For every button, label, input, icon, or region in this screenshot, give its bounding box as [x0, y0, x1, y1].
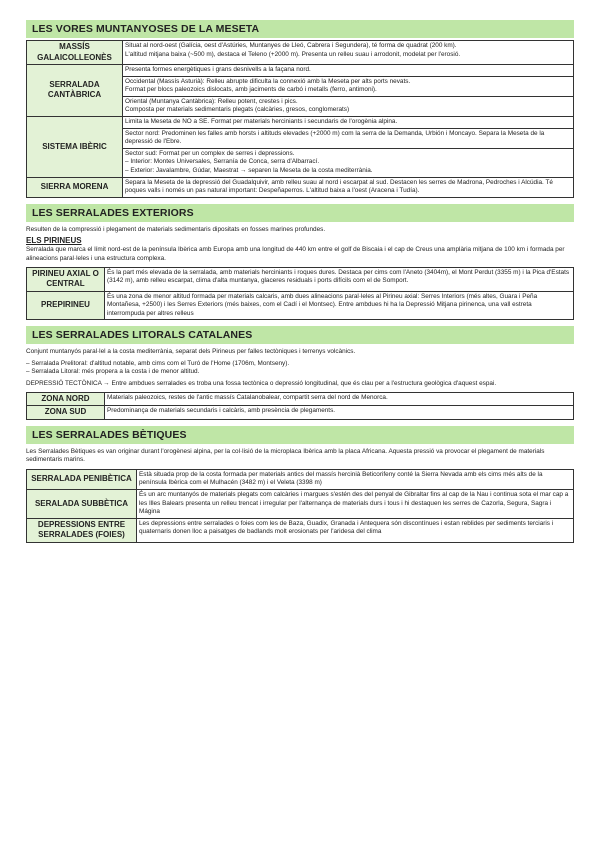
cell-text: Oriental (Muntanya Cantàbrica): Relleu potent, crestes i pics.: [125, 97, 298, 105]
row-cell: [123, 116, 574, 128]
table-betiques: [26, 469, 574, 543]
row-cell: [105, 392, 574, 406]
table-row: [27, 406, 574, 420]
row-label: SERRALADA PENIBÈTICA: [27, 469, 137, 489]
table-row: [27, 469, 574, 489]
cell-text: Limita la Meseta de NO a SE. Format per materials herciniants i secundaris de l'orogènia alpina.: [125, 117, 398, 125]
section-title-betiques: LES SERRALADES BÈTIQUES: [26, 426, 574, 444]
row-cell: [123, 41, 574, 65]
row-label: ZONA NORD: [27, 392, 105, 406]
subsection-title-pirineus: ELS PIRINEUS: [26, 236, 82, 246]
table-row: [27, 291, 574, 320]
row-label: PIRINEU AXIAL O CENTRAL: [27, 267, 105, 291]
row-label: DEPRESSIONS ENTRE SERRALADES (FOIES): [27, 518, 137, 542]
cell-text: Predominança de materials secundaris i calcàris, amb presència de plegaments.: [107, 407, 336, 415]
table-pirineus: [26, 267, 574, 321]
list-item: – Serralada Litoral: més propera a la costa i de menor altitud.: [26, 368, 200, 376]
row-label: ZONA SUD: [27, 406, 105, 420]
row-cell: [105, 406, 574, 420]
cell-text: – Exterior: Javalambre, Gúdar, Maestrat → separen la Meseta de la costa mediterrània.: [125, 166, 373, 174]
section-title-litorals: LES SERRALADES LITORALS CATALANES: [26, 326, 574, 344]
row-label: SERRALADA CANTÀBRICA: [27, 65, 123, 117]
table-row: [27, 518, 574, 542]
row-cell: [105, 291, 574, 320]
table-row: [27, 65, 574, 77]
section-intro: Conjunt muntanyós paral·lel a la costa mediterrània, separat dels Pirineus per falles tectòniques i terrenys volcànics.: [26, 348, 356, 356]
cell-text: L'altitud mitjana baixa (~500 m), destaca el Teleno (+2000 m). Presenta un relleu suau i arrodonit, modelat per l'erosió.: [125, 50, 461, 58]
depressio-text: DEPRESSIÓ TECTÒNICA → Entre ambdues serralades es troba una fossa tectònica o depressió longitudinal, que és clau per a l'estructura geològica d'aquest espai.: [26, 380, 497, 388]
cell-text: Separa la Meseta de la depressió del Guadalquivir, amb relleu suau al nord i escarpat al sud. Destacen les serres de Madrona, Pedroches i Alcúdia. Té poques valls i només un pas natural important: Despeñaperros. L'altitud baixa a l'oest (Aracena i Tudía).: [125, 178, 553, 195]
cell-text: És la part més elevada de la serralada, amb materials herciniants i roques dures. Destaca per cims com l'Aneto (3404m), el Mont Perdut (3355 m) i la Pica d'Estats (3142 m), amb relleu escarpat, clima d'alta muntanya, glaceres residuals i ports difícils com el de Somport.: [107, 268, 570, 285]
subsection-text: Serralada que marca el límit nord-est de la península Ibèrica amb Europa amb una longitud de 440 km entre el golf de Biscaia i el cap de Creus una amplària mitjana de 100 km i formada per alineacions paral·leles i una estructura complexa.: [26, 246, 565, 262]
row-cell: [137, 469, 574, 489]
cell-text: Materials paleozoics, restes de l'antic massís Catalanobalear, compartit serra del nord de Menorca.: [107, 393, 388, 401]
row-label: SERALADA SUBBÈTICA: [27, 490, 137, 519]
row-cell: [123, 96, 574, 116]
table-row: [27, 490, 574, 519]
list-item: – Serralada Prelitoral: d'altitud notable, amb cims com el Turó de l'Home (1706m, Montseny).: [26, 359, 290, 367]
section-intro: Resulten de la compressió i plegament de materials sedimentaris dipositats en fosses marines profundes.: [26, 225, 326, 233]
cell-text: Composta per materials sedimentaris plegats (calcàries, gresos, conglomerats): [125, 106, 350, 114]
table-row: [27, 267, 574, 291]
cell-text: Situat al nord-oest (Galícia, oest d'Astúries, Muntanyes de Lleó, Cabrera i Segundera), té forma de quadrat (200 km).: [125, 42, 457, 49]
cell-text: Presenta formes energètiques i grans desnivells a la façana nord.: [125, 66, 311, 73]
row-cell: [123, 76, 574, 96]
table-row: [27, 41, 574, 65]
cell-text: Occidental (Massís Asturià): Relleu abrupte dificulta la connexió amb la Meseta per alts ports nevats.: [125, 77, 411, 85]
row-cell: [123, 128, 574, 148]
table-row: [27, 392, 574, 406]
row-label: SIERRA MORENA: [27, 177, 123, 197]
cell-text: És una zona de menor altitud formada per materials calcaris, amb dues alineacions paral·leles al Pirineu axial: Serres Interiors (més altes, Guara i Peña Montañesa, +2500) i les Serres Exteriors (més baixes, com el Cadí i el Montsec). Entre ambdues hi ha la Depressió Mitjana pirinenca, una vall estreta interrompuda per altres relleus: [107, 292, 538, 317]
row-cell: [137, 490, 574, 519]
row-cell: [123, 148, 574, 177]
table-vores: [26, 40, 574, 198]
row-label: MASSÍS GALAICOLLEONÈS: [27, 41, 123, 65]
row-cell: [137, 518, 574, 542]
section-title-exteriors: LES SERRALADES EXTERIORS: [26, 204, 574, 222]
cell-text: Està situada prop de la costa formada per materials antics del massís hercinià Beticorifeny conté la Sierra Nevada amb els cims més alts de la península Ibèrica com el Mulhacén (3482 m) i el Veleta (3398 m): [139, 470, 543, 487]
cell-text: – Interior: Montes Universales, Serranía de Conca, serra d'Albarrací.: [125, 158, 320, 166]
row-label: PREPIRINEU: [27, 291, 105, 320]
cell-text: És un arc muntanyós de materials plegats com calcàries i margues s'estén des del penyal de Gibraltar fins al cap de la Nau i continua sota el mar cap a les Illes Balears presenta un relleu trencat i irregular per l'alternança de materials durs i tous i hi destaquen les serres de Cazorla, Segura, Sagra i Mágina: [139, 491, 569, 516]
section-intro: Les Serralades Bètiques es van originar durant l'orogènesi alpina, per la col·lisió de la microplaca Ibèrica amb la placa Africana. Aquesta pressió va provocar el plegament de materials sedimentaris marins.: [26, 447, 545, 464]
row-cell: [105, 267, 574, 291]
section-title-vores: LES VORES MUNTANYOSES DE LA MESETA: [26, 20, 574, 38]
row-label: SISTEMA IBÈRIC: [27, 116, 123, 177]
cell-text: Format per blocs paleozoics dislocats, amb jaciments de carbó i metalls (ferro, antimoni).: [125, 86, 377, 94]
cell-text: Sector sud: Format per un complex de serres i depressions.: [125, 149, 295, 157]
cell-text: Sector nord: Predominen les falles amb horsts i altituds elevades (+2000 m) com la serra de la Demanda, Urbión i Moncayo. Separa la Meseta de la depressió de l'Ebre.: [125, 129, 545, 146]
table-litorals: [26, 392, 574, 420]
cell-text: Les depressions entre serralades o foies com les de Baza, Guadix, Granada i Antequera són discontínues i estan reblides per sediments terciaris i quaternaris donen lloc a paisatges de badlands molt erosionats per l'aridesa del clima: [139, 519, 554, 536]
row-cell: [123, 177, 574, 197]
row-cell: [123, 65, 574, 77]
table-row: [27, 177, 574, 197]
table-row: [27, 116, 574, 128]
